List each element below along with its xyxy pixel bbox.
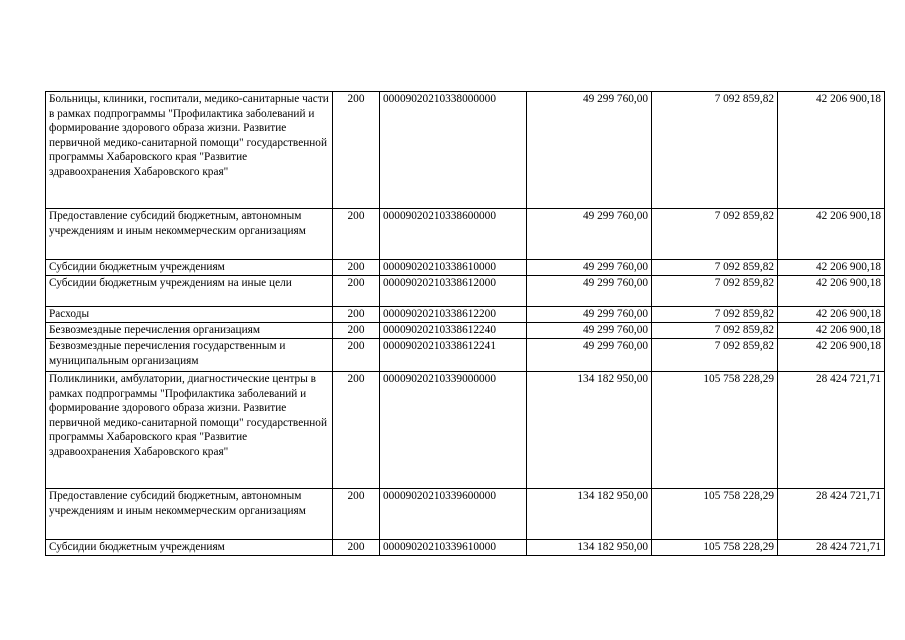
row-classification-code: 00009020210339610000 <box>380 540 527 556</box>
row-code: 200 <box>333 540 380 556</box>
row-classification-code: 00009020210338612241 <box>380 339 527 372</box>
row-name: Субсидии бюджетным учреждениям <box>46 540 333 556</box>
row-code: 200 <box>333 323 380 339</box>
row-approved-amount: 134 182 950,00 <box>527 540 652 556</box>
table-row <box>46 260 885 276</box>
row-name: Больницы, клиники, госпитали, медико-санитарные части в рамках подпрограммы "Профилактика заболеваний и формирование здорового образа жизни. Развитие первичной медико-санитарной помощи" государственной программы Хабаровского края "Развитие здравоохранения Хабаровского края" <box>46 92 333 209</box>
row-executed-amount: 7 092 859,82 <box>652 339 778 372</box>
row-executed-amount: 7 092 859,82 <box>652 323 778 339</box>
row-classification-code: 00009020210338600000 <box>380 209 527 260</box>
row-classification-code: 00009020210338612240 <box>380 323 527 339</box>
row-name: Поликлиники, амбулатории, диагностические центры в рамках подпрограммы "Профилактика заболеваний и формирование здорового образа жизни. Развитие первичной медико-санитарной помощи" государственной программы Хабаровского края "Развитие здравоохранения Хабаровского края" <box>46 372 333 489</box>
row-approved-amount: 134 182 950,00 <box>527 372 652 489</box>
row-name: Предоставление субсидий бюджетным, автономным учреждениям и иным некоммерческим организациям <box>46 209 333 260</box>
row-classification-code: 00009020210338612000 <box>380 276 527 307</box>
table-row <box>46 92 885 209</box>
row-remaining-amount: 42 206 900,18 <box>778 276 885 307</box>
table-row <box>46 323 885 339</box>
row-approved-amount: 49 299 760,00 <box>527 323 652 339</box>
budget-execution-table <box>45 91 885 556</box>
row-code: 200 <box>333 209 380 260</box>
row-code: 200 <box>333 276 380 307</box>
row-approved-amount: 49 299 760,00 <box>527 209 652 260</box>
row-remaining-amount: 42 206 900,18 <box>778 323 885 339</box>
row-executed-amount: 7 092 859,82 <box>652 260 778 276</box>
row-remaining-amount: 42 206 900,18 <box>778 209 885 260</box>
row-classification-code: 00009020210339000000 <box>380 372 527 489</box>
row-name: Субсидии бюджетным учреждениям <box>46 260 333 276</box>
row-remaining-amount: 28 424 721,71 <box>778 372 885 489</box>
row-remaining-amount: 42 206 900,18 <box>778 307 885 323</box>
table-row <box>46 209 885 260</box>
row-code: 200 <box>333 260 380 276</box>
row-name: Субсидии бюджетным учреждениям на иные цели <box>46 276 333 307</box>
row-remaining-amount: 42 206 900,18 <box>778 92 885 209</box>
table-row <box>46 339 885 372</box>
row-executed-amount: 105 758 228,29 <box>652 489 778 540</box>
row-approved-amount: 49 299 760,00 <box>527 339 652 372</box>
row-name: Безвозмездные перечисления государственным и муниципальным организациям <box>46 339 333 372</box>
row-approved-amount: 49 299 760,00 <box>527 260 652 276</box>
row-classification-code: 00009020210338610000 <box>380 260 527 276</box>
row-executed-amount: 105 758 228,29 <box>652 540 778 556</box>
row-remaining-amount: 42 206 900,18 <box>778 339 885 372</box>
row-code: 200 <box>333 489 380 540</box>
row-remaining-amount: 42 206 900,18 <box>778 260 885 276</box>
row-code: 200 <box>333 339 380 372</box>
row-executed-amount: 7 092 859,82 <box>652 276 778 307</box>
table-row <box>46 276 885 307</box>
row-executed-amount: 7 092 859,82 <box>652 92 778 209</box>
row-executed-amount: 7 092 859,82 <box>652 307 778 323</box>
row-remaining-amount: 28 424 721,71 <box>778 540 885 556</box>
row-executed-amount: 7 092 859,82 <box>652 209 778 260</box>
row-approved-amount: 49 299 760,00 <box>527 92 652 209</box>
table-row <box>46 489 885 540</box>
table-row <box>46 307 885 323</box>
row-code: 200 <box>333 92 380 209</box>
row-code: 200 <box>333 307 380 323</box>
row-approved-amount: 134 182 950,00 <box>527 489 652 540</box>
table-row <box>46 540 885 556</box>
row-name: Расходы <box>46 307 333 323</box>
row-name: Безвозмездные перечисления организациям <box>46 323 333 339</box>
row-code: 200 <box>333 372 380 489</box>
row-classification-code: 00009020210338612200 <box>380 307 527 323</box>
row-remaining-amount: 28 424 721,71 <box>778 489 885 540</box>
row-approved-amount: 49 299 760,00 <box>527 276 652 307</box>
row-classification-code: 00009020210339600000 <box>380 489 527 540</box>
row-executed-amount: 105 758 228,29 <box>652 372 778 489</box>
row-approved-amount: 49 299 760,00 <box>527 307 652 323</box>
row-name: Предоставление субсидий бюджетным, автономным учреждениям и иным некоммерческим организациям <box>46 489 333 540</box>
row-classification-code: 00009020210338000000 <box>380 92 527 209</box>
table-row <box>46 372 885 489</box>
